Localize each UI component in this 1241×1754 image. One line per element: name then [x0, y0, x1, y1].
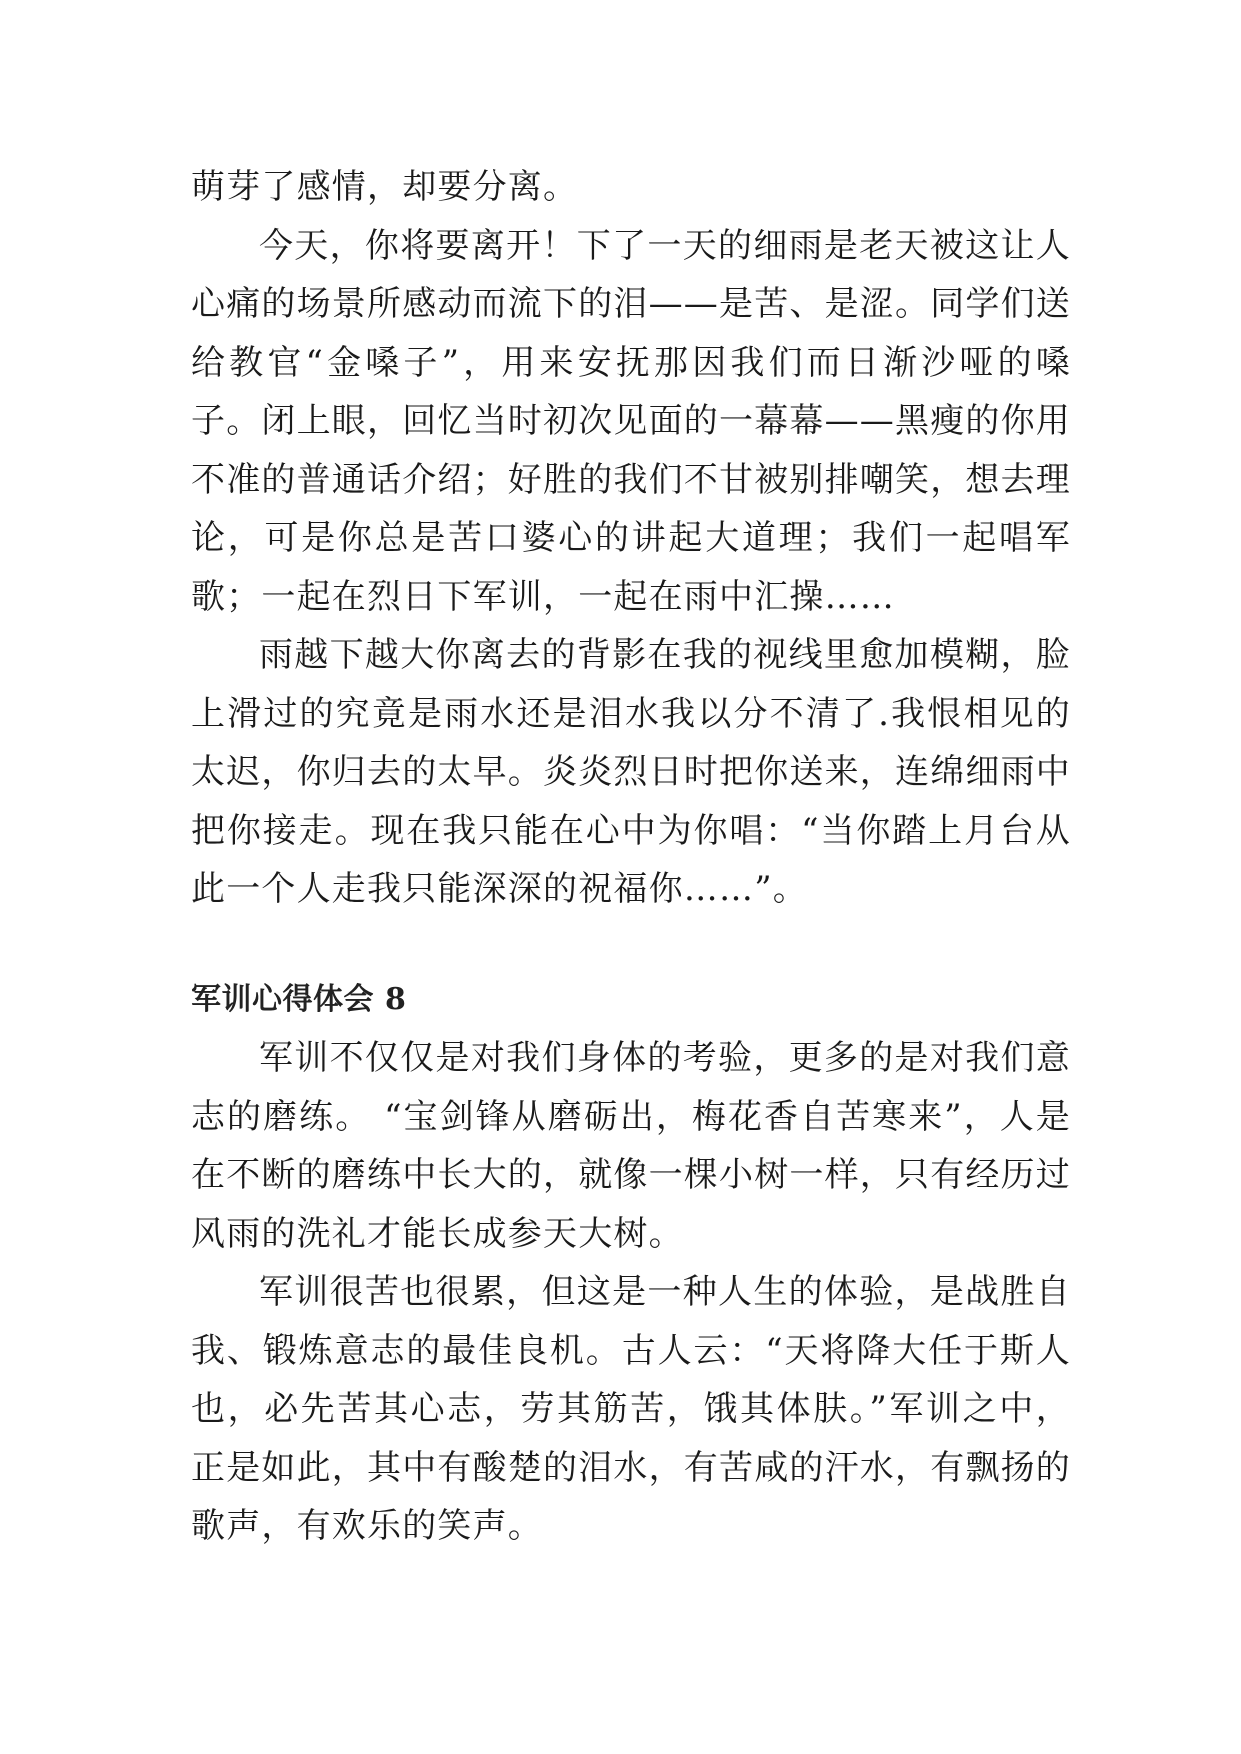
- paragraph-hardship: 军训很苦也很累，但这是一种人生的体验，是战胜自我、锻炼意志的最佳良机。古人云：“天将降大任于斯人也，必先苦其心志，劳其筋苦，饿其体肤。”军训之中，正是如此，其中有酸楚的泪水，有苦咸的汗水，有飘扬的歌声，有欢乐的笑声。: [191, 1272, 1071, 1546]
- paragraph-rain: 雨越下越大你离去的背影在我的视线里愈加模糊，脸上滑过的究竟是雨水还是泪水我以分不清了.我恨相见的太迟，你归去的太早。炎炎烈日时把你送来，连绵细雨中把你接走。现在我只能在心中为你唱：“当你踏上月台从此一个人走我只能深深的祝福你……”。: [191, 635, 1071, 909]
- paragraph-farewell: 今天，你将要离开！下了一天的细雨是老天被这让人心痛的场景所感动而流下的泪——是苦、是涩。同学们送给教官“金嗓子”，用来安抚那因我们而日渐沙哑的嗓子。闭上眼，回忆当时初次见面的一幕幕——黑瘦的你用不准的普通话介绍；好胜的我们不甘被别排嘲笑，想去理论，可是你总是苦口婆心的讲起大道理；我们一起唱军歌；一起在烈日下军训，一起在雨中汇操……: [191, 225, 1071, 617]
- document-body: [191, 158, 1071, 1556]
- paragraph-will-training: 军训不仅仅是对我们身体的考验，更多的是对我们意志的磨练。 “宝剑锋从磨砺出，梅花香自苦寒来”，人是在不断的磨练中长大的，就像一棵小树一样，只有经历过风雨的洗礼才能长成参天大树。: [191, 1038, 1071, 1254]
- section-title: 军训心得体会 8: [191, 981, 407, 1017]
- paragraph-continuation: 萌芽了感情，却要分离。: [191, 167, 579, 207]
- section-spacer: [191, 919, 1071, 971]
